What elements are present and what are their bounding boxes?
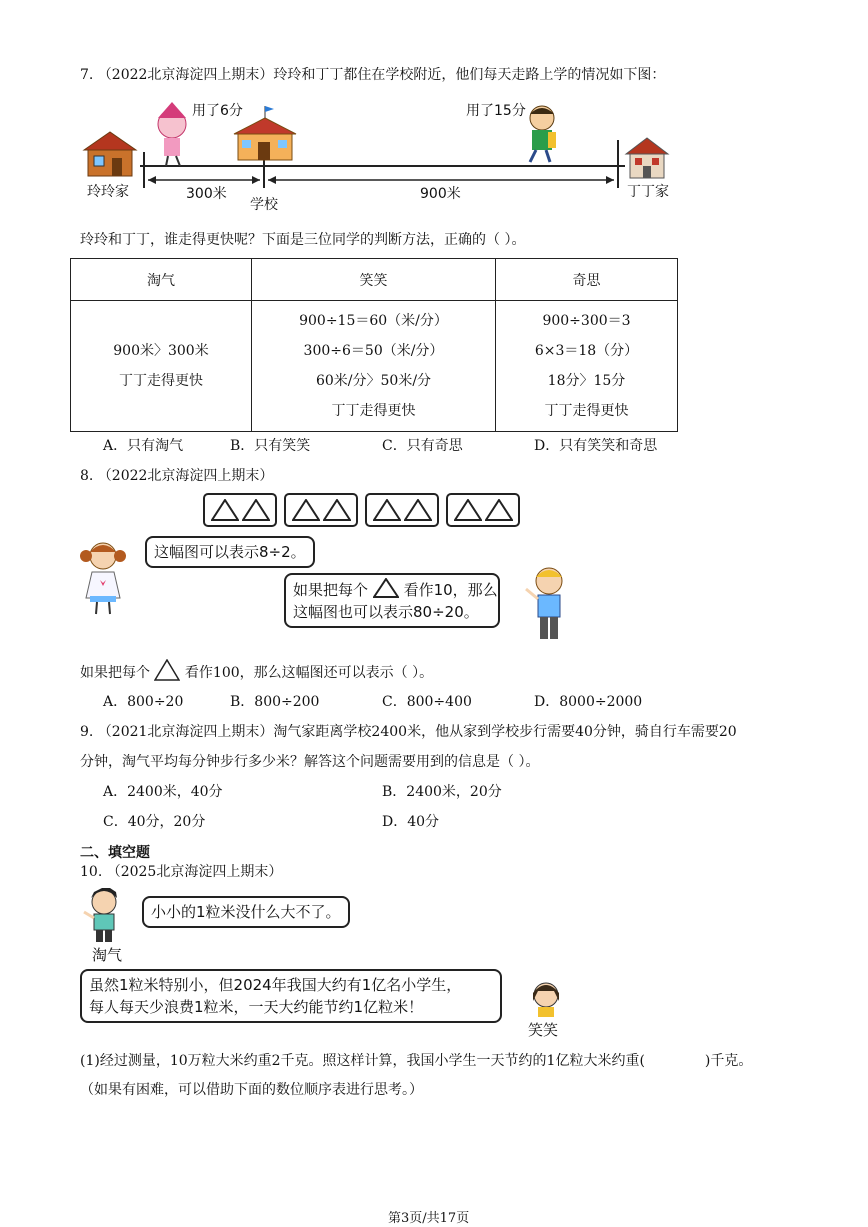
taoqi-speech-bubble bbox=[142, 896, 350, 928]
triangle-icon bbox=[323, 499, 351, 521]
qisi-line: 丁丁走得更快 bbox=[544, 403, 629, 419]
q7-option-b[interactable]: B．只有笑笑 bbox=[230, 438, 311, 454]
dingding-home-label: 丁丁家 bbox=[627, 184, 669, 200]
table-header-taoqi: 淘气 bbox=[71, 259, 252, 301]
q8-option-a[interactable]: A．800÷20 bbox=[103, 694, 184, 710]
school-building-icon bbox=[234, 106, 296, 160]
table-header-xiaoxiao: 笑笑 bbox=[252, 259, 496, 301]
girl-speech-bubble bbox=[145, 536, 315, 568]
lingling-home-label: 玲玲家 bbox=[87, 184, 129, 200]
q8-option-b[interactable]: B．800÷200 bbox=[230, 694, 320, 710]
triangle-group bbox=[284, 493, 358, 527]
q8-question-part2: 看作100，那么这幅图还可以表示（ ）。 bbox=[184, 665, 434, 681]
xiaoxiao-speech-line1: 虽然1粒米特别小，但2024年我国大约有1亿名小学生， bbox=[89, 976, 462, 994]
q9-option-c[interactable]: C．40分，20分 bbox=[103, 814, 206, 830]
table-cell-qisi bbox=[496, 301, 678, 432]
taoqi-line: 丁丁走得更快 bbox=[119, 373, 203, 389]
xiaoxiao-line: 丁丁走得更快 bbox=[331, 403, 416, 419]
xiaoxiao-name-label: 笑笑 bbox=[528, 1021, 559, 1039]
lingling-girl-icon bbox=[158, 102, 186, 166]
q9-option-b[interactable]: B．2400米，20分 bbox=[382, 784, 502, 800]
triangle-icon bbox=[292, 499, 320, 521]
q8-question-part1: 如果把每个 bbox=[80, 665, 150, 681]
section-title: 二、填空题 bbox=[80, 845, 150, 861]
q10-sub1-part1: (1)经过测量，10万粒大米约重2千克。照这样计算，我国小学生一天节约的1亿粒大米约重( bbox=[80, 1053, 645, 1069]
lingling-house-icon bbox=[84, 132, 136, 176]
q8-option-c[interactable]: C．800÷400 bbox=[382, 694, 472, 710]
q7-methods-table bbox=[70, 258, 678, 432]
boy-speech-line2: 这幅图也可以表示80÷20。 bbox=[293, 603, 479, 621]
taoqi-line: 900米〉300米 bbox=[113, 343, 209, 359]
q8-stem: 8. （2022北京海淀四上期末） bbox=[80, 468, 274, 484]
lingling-time-label: 用了6分 bbox=[192, 103, 243, 119]
distance-right-label: 900米 bbox=[420, 186, 461, 202]
dingding-boy-icon bbox=[530, 106, 556, 162]
q10-sub1-hint: （如果有困难，可以借助下面的数位顺序表进行思考。） bbox=[80, 1082, 423, 1098]
q9-stem-line2: 分钟，淘气平均每分钟步行多少米？解答这个问题需要用到的信息是（ ）。 bbox=[80, 754, 540, 770]
xiaoxiao-speech-bubble bbox=[80, 969, 502, 1023]
xiaoxiao-speech-line2: 每人每天少浪费1粒米，一天大约能节约1亿粒米！ bbox=[89, 998, 424, 1016]
girl-speech-text: 这幅图可以表示8÷2。 bbox=[154, 543, 306, 561]
boy-speech-bubble bbox=[284, 573, 500, 628]
dingding-house-icon bbox=[626, 138, 668, 178]
triangle-icon bbox=[154, 659, 180, 681]
taoqi-name-label: 淘气 bbox=[92, 946, 123, 964]
xiaoxiao-line: 300÷6＝50（米/分） bbox=[303, 343, 444, 359]
q7-option-a[interactable]: A．只有淘气 bbox=[103, 438, 184, 454]
girl-character-icon bbox=[78, 538, 128, 618]
triangle-group bbox=[446, 493, 520, 527]
xiaoxiao-line: 60米/分〉50米/分 bbox=[315, 373, 432, 389]
q8-option-d[interactable]: D．8000÷2000 bbox=[534, 694, 643, 710]
qisi-line: 900÷300＝3 bbox=[542, 313, 631, 329]
table-header-qisi: 奇思 bbox=[496, 259, 678, 301]
table-cell-taoqi bbox=[71, 301, 252, 432]
taoqi-speech-text: 小小的1粒米没什么大不了。 bbox=[151, 903, 341, 921]
dingding-time-label: 用了15分 bbox=[466, 103, 526, 119]
taoqi-boy-icon bbox=[82, 886, 126, 944]
qisi-line: 6×3＝18（分） bbox=[534, 343, 639, 359]
xiaoxiao-line: 900÷15＝60（米/分） bbox=[299, 313, 448, 329]
q9-stem-line1: 9. （2021北京海淀四上期末）淘气家距离学校2400米，他从家到学校步行需要40分钟，骑自行车需要20 bbox=[80, 724, 737, 740]
q10-sub1 bbox=[80, 1050, 752, 1070]
triangle-group bbox=[203, 493, 277, 527]
boy-character-icon bbox=[522, 565, 572, 645]
triangle-icon bbox=[373, 578, 399, 598]
q7-stem: 7. （2022北京海淀四上期末）玲玲和丁丁都住在学校附近，他们每天走路上学的情况如下图： bbox=[80, 67, 666, 83]
q8-question bbox=[80, 659, 433, 682]
q7-option-c[interactable]: C．只有奇思 bbox=[382, 438, 463, 454]
q9-option-d[interactable]: D．40分 bbox=[382, 814, 440, 830]
xiaoxiao-girl-icon bbox=[526, 977, 566, 1017]
q10-sub1-part2: )千克。 bbox=[704, 1053, 753, 1069]
q7-question: 玲玲和丁丁，谁走得更快呢？下面是三位同学的判断方法，正确的（ ）。 bbox=[80, 232, 526, 248]
table-cell-xiaoxiao bbox=[252, 301, 496, 432]
q7-option-d[interactable]: D．只有笑笑和奇思 bbox=[534, 438, 658, 454]
boy-speech-line1 bbox=[293, 578, 498, 601]
page-number: 第3页/共17页 bbox=[388, 1211, 470, 1226]
distance-left-label: 300米 bbox=[186, 186, 227, 202]
triangle-group bbox=[365, 493, 439, 527]
qisi-line: 18分〉15分 bbox=[547, 373, 626, 389]
school-label: 学校 bbox=[250, 197, 278, 213]
q10-stem: 10. （2025北京海淀四上期末） bbox=[80, 864, 283, 880]
triangle-icon bbox=[211, 499, 239, 521]
triangle-icon bbox=[454, 499, 482, 521]
triangle-icon bbox=[485, 499, 513, 521]
triangle-icon bbox=[242, 499, 270, 521]
q9-option-a[interactable]: A．2400米，40分 bbox=[103, 784, 223, 800]
triangle-icon bbox=[404, 499, 432, 521]
triangle-icon bbox=[373, 499, 401, 521]
boy-speech-part1: 如果把每个 bbox=[293, 581, 369, 599]
boy-speech-part2: 看作10，那么 bbox=[403, 581, 498, 599]
